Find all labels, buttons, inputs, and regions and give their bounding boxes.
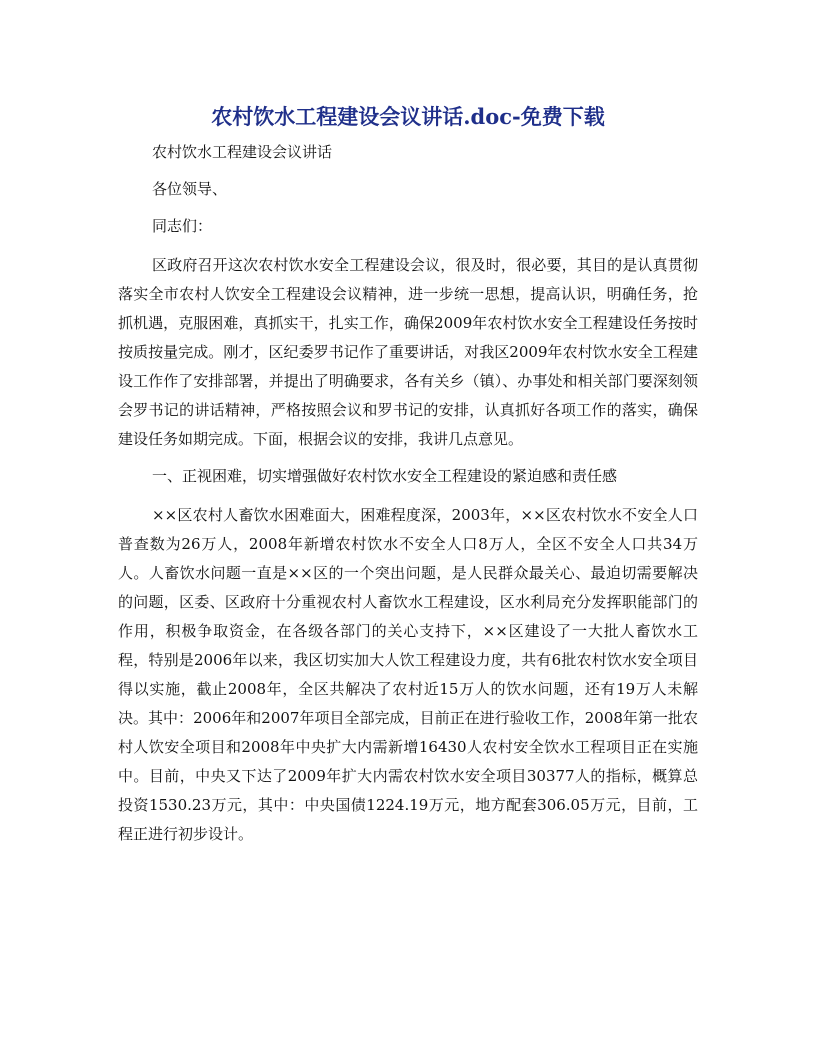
greeting-leaders: 各位领导、 [152, 180, 228, 198]
paragraph-situation: ××区农村人畜饮水困难面大，困难程度深，2003年，××区农村饮水不安全人口普查数为26万人，2008年新增农村饮水不安全人口8万人，全区不安全人口共34万人。人畜饮水问题一直是××区的一个突出问题，是人民群众最关心、最迫切需要解决的问题，区委、区政府十分重视农村人畜饮水工程建设，区水利局充分发挥职能部门的作用，积极争取资金，在各级各部门的关心支持下，××区建设了一大批人畜饮水工程，特别是2006年以来，我区切实加大人饮工程建设力度，共有6批农村饮水安全项目得以实施，截止2008年，全区共解决了农村近15万人的饮水问题，还有19万人未解决。其中：2006年和2007年项目全部完成，目前正在进行验收工作，2008年第一批农村人饮安全项目和2008年中央扩大内需新增16430人农村安全饮水工程项目正在实施中。目前，中央又下达了2009年扩大内需农村饮水安全项目30377人的指标，概算总投资1530.23万元，其中：中央国债1224.19万元，地方配套306.05万元，目前，工程正进行初步设计。 [118, 506, 698, 843]
document-title: 农村饮水工程建设会议讲话.doc-免费下载 [211, 104, 605, 129]
speech-heading: 农村饮水工程建设会议讲话 [152, 143, 333, 161]
greeting-comrades: 同志们： [152, 217, 213, 235]
document-body [118, 140, 698, 859]
paragraph-intro: 区政府召开这次农村饮水安全工程建设会议，很及时，很必要，其目的是认真贯彻落实全市农村人饮安全工程建设会议精神，进一步统一思想，提高认识，明确任务，抢抓机遇，克服困难，真抓实干，扎实工作，确保2009年农村饮水安全工程建设任务按时按质按量完成。刚才，区纪委罗书记作了重要讲话，对我区2009年农村饮水安全工程建设工作作了安排部署，并提出了明确要求，各有关乡（镇）、办事处和相关部门要深刻领会罗书记的讲话精神，严格按照会议和罗书记的安排，认真抓好各项工作的落实，确保建设任务如期完成。下面，根据会议的安排，我讲几点意见。 [118, 256, 698, 448]
section-heading-1: 一、正视困难，切实增强做好农村饮水安全工程建设的紧迫感和责任感 [152, 467, 618, 485]
